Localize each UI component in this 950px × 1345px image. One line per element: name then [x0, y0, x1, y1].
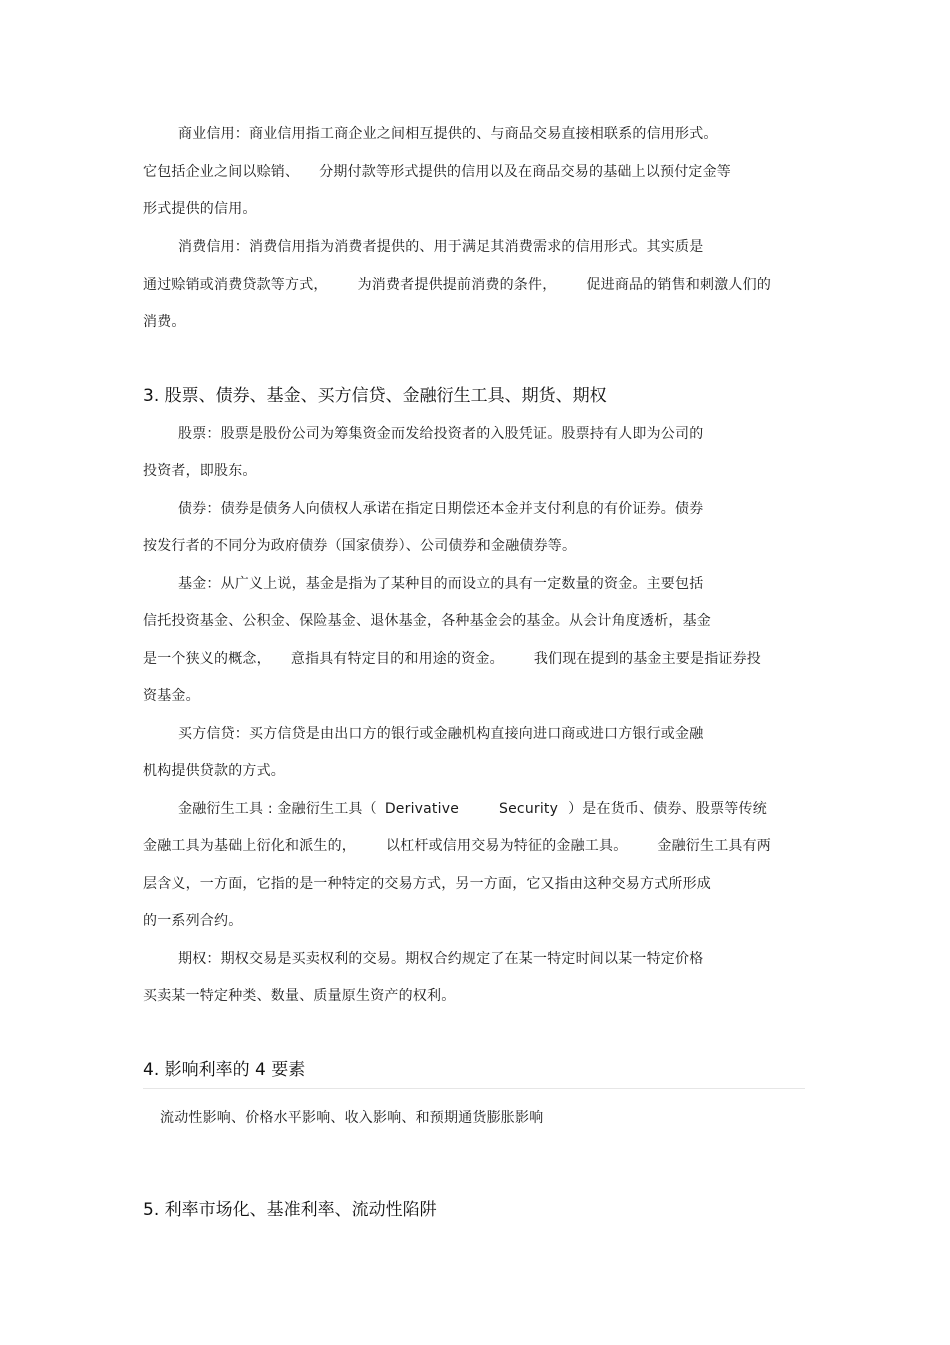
derivative-line-1d: ）是在货币、债券、股票等传统 [568, 801, 767, 817]
derivative-line-1 [178, 800, 767, 818]
derivative-line-2c: 金融衍生工具有两 [657, 838, 772, 854]
consumer-credit-line-2b: 为消费者提供提前消费的条件， [357, 277, 557, 293]
stock-line-1: 股票：股票是股份公司为筹集资金而发给投资者的入股凭证。股票持有人即为公司的 [178, 426, 704, 442]
derivative-line-2a: 金融工具为基础上衍化和派生的， [143, 838, 356, 854]
derivative-line-2 [143, 837, 771, 855]
fund-line-4: 资基金。 [143, 688, 200, 704]
bond-line-2: 按发行者的不同分为政府债券（国家债券）、公司债券和金融债券等。 [143, 538, 577, 554]
consumer-credit-line-2a: 通过赊销或消费贷款等方式， [143, 277, 328, 293]
derivative-line-1a: 金融衍生工具 : 金融衍生工具（ [178, 801, 377, 817]
consumer-credit-line-3: 消费。 [143, 314, 186, 330]
consumer-credit-line-2 [143, 276, 771, 294]
fund-line-3b: 意指具有特定目的和用途的资金。 [290, 651, 504, 667]
commercial-credit-line-3: 形式提供的信用。 [143, 201, 257, 217]
derivative-term-2: Security [499, 801, 559, 817]
derivative-term-1: Derivative [384, 801, 460, 817]
section-4-heading: 4. 影响利率的 4 要素 [143, 1060, 306, 1080]
fund-line-1: 基金：从广义上说，基金是指为了某种目的而设立的具有一定数量的资金。主要包括 [178, 576, 704, 592]
section-4-body: 流动性影响、价格水平影响、收入影响、和预期通货膨胀影响 [160, 1110, 544, 1126]
section-4-divider [143, 1088, 805, 1089]
commercial-credit-line-2 [143, 163, 731, 181]
buyer-credit-line-1: 买方信贷：买方信贷是由出口方的银行或金融机构直接向进口商或进口方银行或金融 [178, 726, 704, 742]
section-3-heading: 3. 股票、债券、基金、买方信贷、金融衍生工具、期货、期权 [143, 386, 607, 406]
derivative-line-4: 的一系列合约。 [143, 913, 243, 929]
commercial-credit-line-2a: 它包括企业之间以赊销、 [143, 164, 300, 180]
buyer-credit-line-2: 机构提供贷款的方式。 [143, 763, 285, 779]
option-line-1: 期权：期权交易是买卖权利的交易。期权合约规定了在某一特定时间以某一特定价格 [178, 951, 704, 967]
consumer-credit-line-2c: 促进商品的销售和刺激人们的 [586, 277, 772, 293]
section-5-heading: 5. 利率市场化、基准利率、流动性陷阱 [143, 1200, 437, 1220]
commercial-credit-line-1: 商业信用：商业信用指工商企业之间相互提供的、与商品交易直接相联系的信用形式。 [178, 126, 718, 142]
derivative-line-3: 层含义，一方面，它指的是一种特定的交易方式，另一方面，它又指由这种交易方式所形成 [143, 876, 711, 892]
consumer-credit-line-1: 消费信用：消费信用指为消费者提供的、用于满足其消费需求的信用形式。其实质是 [178, 239, 704, 255]
option-line-2: 买卖某一特定种类、数量、质量原生资产的权利。 [143, 988, 456, 1004]
fund-line-3 [143, 650, 761, 668]
fund-line-2: 信托投资基金、公积金、保险基金、退休基金，各种基金会的基金。从会计角度透析，基金 [143, 613, 711, 629]
fund-line-3c: 我们现在提到的基金主要是指证券投 [533, 651, 762, 667]
fund-line-3a: 是一个狭义的概念， [143, 651, 271, 667]
commercial-credit-line-2b: 分期付款等形式提供的信用以及在商品交易的基础上以预付定金等 [319, 164, 732, 180]
bond-line-1: 债券：债券是债务人向债权人承诺在指定日期偿还本金并支付利息的有价证券。债券 [178, 501, 704, 517]
derivative-line-2b: 以杠杆或信用交易为特征的金融工具。 [386, 838, 628, 854]
stock-line-2: 投资者，即股东。 [143, 463, 257, 479]
